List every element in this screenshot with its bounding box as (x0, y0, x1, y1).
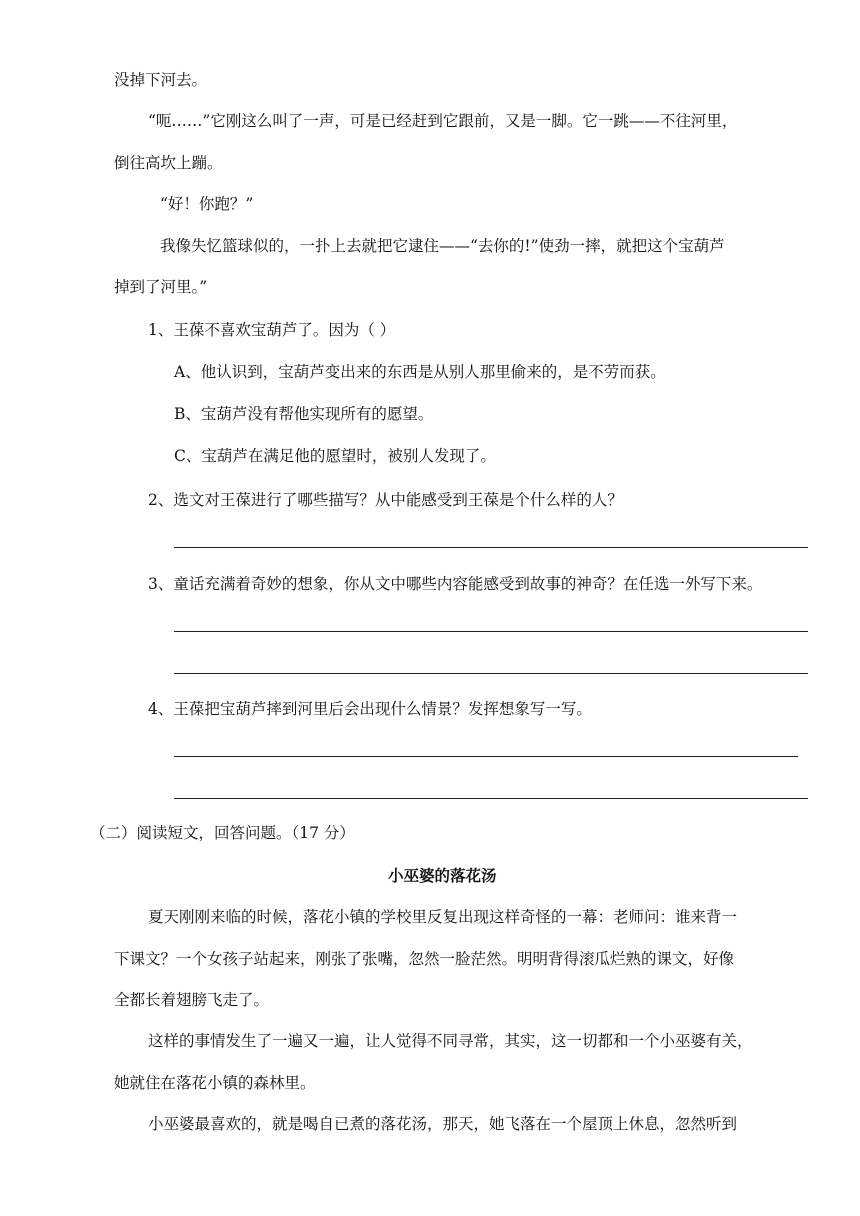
passage-paragraph-line: 夏天刚刚来临的时候，落花小镇的学校里反复出现这样奇怪的一幕：老师问：谁来背一 (148, 908, 738, 926)
question-1: 1、王葆不喜欢宝葫芦了。因为（ ） (148, 321, 396, 339)
story-line-continuation: 没掉下河去。 (114, 71, 208, 89)
story-paragraph-line: “呃……”它刚这么叫了一声，可是已经赶到它跟前，又是一脚。它一跳——不往河里， (148, 112, 738, 130)
story-paragraph-line: “好！你跑？” (160, 195, 254, 213)
story-paragraph-line: 倒往高坎上蹦。 (114, 154, 223, 172)
passage-paragraph-line: 下课文？一个女孩子站起来，刚张了张嘴，忽然一脸茫然。明明背得滚瓜烂熟的课文，好像 (114, 950, 735, 968)
answer-line[interactable] (174, 547, 808, 548)
question-3: 3、童话充满着奇妙的想象，你从文中哪些内容能感受到故事的神奇？在任选一外写下来。 (148, 575, 763, 593)
answer-line[interactable] (174, 631, 808, 632)
passage-title: 小巫婆的落花汤 (388, 866, 497, 885)
answer-line[interactable] (174, 673, 808, 674)
answer-line[interactable] (174, 798, 808, 799)
passage-paragraph-line: 她就住在落花小镇的森林里。 (114, 1074, 316, 1092)
story-paragraph-line: 掉到了河里。” (114, 278, 208, 296)
story-paragraph-line: 我像失忆篮球似的，一扑上去就把它逮住——“去你的!”使劲一摔，就把这个宝葫芦 (160, 237, 725, 255)
question-1-option-c: C、宝葫芦在满足他的愿望时，被别人发现了。 (174, 447, 496, 465)
section-heading: （二）阅读短文，回答问题。（17 分） (90, 824, 355, 842)
passage-paragraph-line: 小巫婆最喜欢的，就是喝自已煮的落花汤，那天，她飞落在一个屋顶上休息，忽然听到 (148, 1115, 738, 1133)
question-1-option-b: B、宝葫芦没有帮他实现所有的愿望。 (174, 405, 434, 423)
question-1-option-a: A、他认识到，宝葫芦变出来的东西是从别人那里偷来的，是不劳而获。 (174, 363, 666, 381)
answer-line[interactable] (174, 756, 798, 757)
question-2: 2、选文对王葆进行了哪些描写？从中能感受到王葆是个什么样的人？ (148, 491, 623, 509)
question-4: 4、王葆把宝葫芦摔到河里后会出现什么情景？发挥想象写一写。 (148, 700, 592, 718)
passage-paragraph-line: 这样的事情发生了一遍又一遍，让人觉得不同寻常，其实，这一切都和一个小巫婆有关， (148, 1032, 753, 1050)
passage-paragraph-line: 全都长着翅膀飞走了。 (114, 991, 270, 1009)
